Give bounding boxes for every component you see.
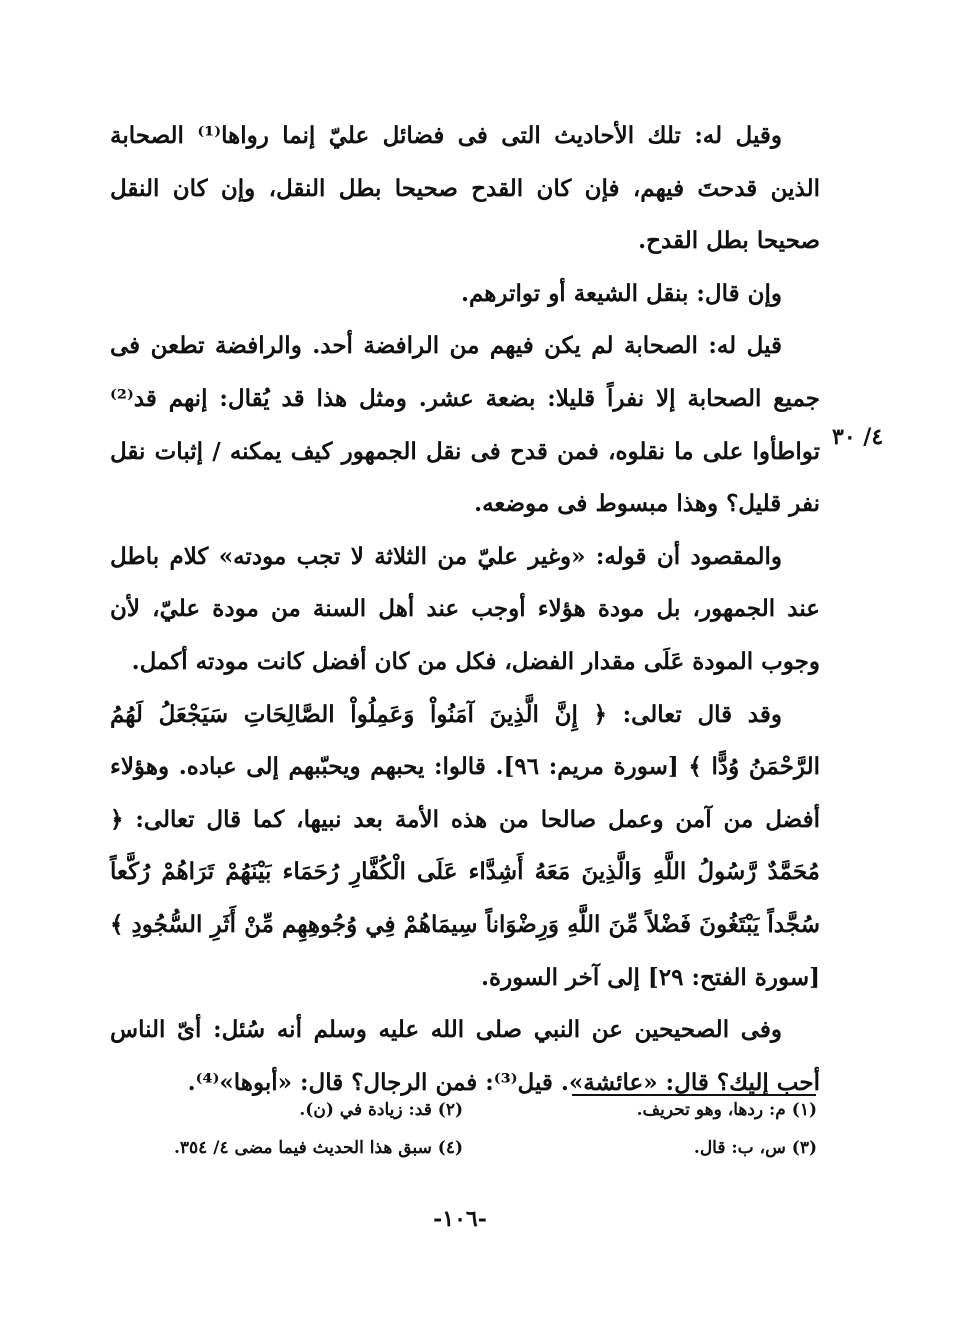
footnote-1 <box>637 1100 817 1120</box>
margin-reference: ٤/ ٣٠ <box>832 424 884 450</box>
paragraph-2: وإن قال: بنقل الشيعة أو تواترهم. <box>460 279 782 307</box>
footnote-3 <box>694 1138 817 1158</box>
footnote-3-number: (٣) <box>791 1138 817 1158</box>
paragraph-1: وقيل له: تلك الأحاديث التى فى فضائل عليّ إنما رواها⁽¹⁾ الصحابة الذين قدحتَ فيهم، فإن كان القدح صحيحا بطل النقل، وإن كان النقل صحيحا بطل القدح. <box>110 122 820 255</box>
footnote-divider <box>572 1094 816 1096</box>
footnote-4 <box>174 1138 463 1158</box>
footnote-4-number: (٤) <box>437 1138 463 1158</box>
footnote-3-text: س، ب: قال. <box>693 1138 786 1158</box>
footnote-4-text: سبق هذا الحديث فيما مضى ٤/ ٣٥٤. <box>173 1138 432 1158</box>
footnote-2 <box>299 1100 463 1120</box>
footnote-1-number: (١) <box>791 1100 817 1120</box>
main-text <box>110 110 820 1109</box>
footnote-1-text: م: ردها، وهو تحريف. <box>636 1100 786 1120</box>
footnote-2-number: (٢) <box>437 1100 463 1120</box>
footnote-2-text: قد: زيادة في (ن). <box>299 1100 432 1120</box>
paragraph-5: وقد قال تعالى: ﴿ إِنَّ الَّذِينَ آمَنُواْ وَعَمِلُواْ الصَّالِحَاتِ سَيَجْعَلُ لَهُمُ الرَّحْمَنُ وُدًّا ﴾ [سورة مريم: ٩٦]. قالوا: يحبهم ويحبّبهم إلى عباده. وهؤلاء أفضل من آمن وعمل صالحا من هذه الأمة بعد نبيها، كما قال تعالى: ﴿ مُحَمَّدٌ رَّسُولُ اللَّهِ وَالَّذِينَ مَعَهُ أَشِدَّاء عَلَى الْكُفَّارِ رُحَمَاء بَيْنَهُمْ تَرَاهُمْ رُكَّعاً سُجَّداً يَبْتَغُونَ فَضْلاً مِّنَ اللَّهِ وَرِضْوَاناً سِيمَاهُمْ فِي وُجُوهِهِم مِّنْ أَثَرِ السُّجُودِ ﴾ [سورة الفتح: ٢٩] إلى آخر السورة. <box>110 700 820 991</box>
paragraph-3: قيل له: الصحابة لم يكن فيهم من الرافضة أحد. والرافضة تطعن فى جميع الصحابة إلا نفراً قليلا: بضعة عشر. ومثل هذا قد يُقال: إنهم قد⁽²⁾ تواطأوا على ما نقلوه، فمن قدح فى نقل الجمهور كيف يمكنه / إثبات نقل نفر قليل؟ وهذا مبسوط فى موضعه. <box>110 332 820 518</box>
page-number: -١٠٦- <box>433 1206 487 1232</box>
paragraph-4: والمقصود أن قوله: «وغير عليّ من الثلاثة لا تجب مودته» كلام باطل عند الجمهور، بل مودة هؤلاء أوجب عند أهل السنة من مودة عليّ، لأن وجوب المودة عَلَى مقدار الفضل، فكل من كان أفضل كانت مودته أكمل. <box>110 542 820 675</box>
paragraph-6: وفى الصحيحين عن النبي صلى الله عليه وسلم أنه سُئل: أىّ الناس أحب إليك؟ قال: «عائشة». قيل⁽³⁾: فمن الرجال؟ قال: «أبوها»⁽⁴⁾. <box>110 1016 820 1096</box>
